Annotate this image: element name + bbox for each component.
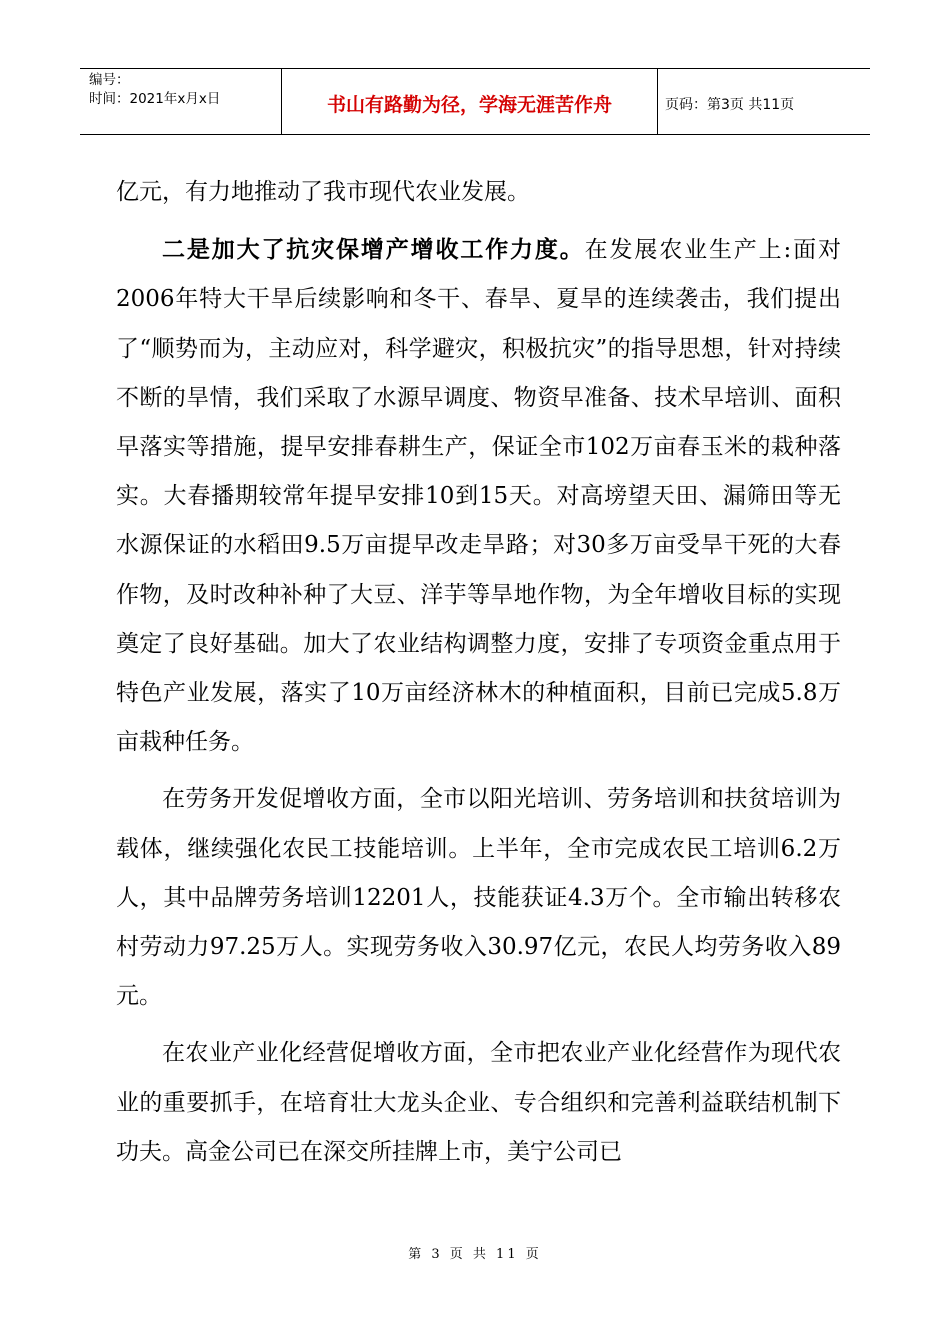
document-time-label: 时间：2021年x月x日 <box>89 91 221 107</box>
paragraph-heading: 二是加大了抗灾保增产增收工作力度。 <box>162 236 585 264</box>
header-motto: 书山有路勤为径，学海无涯苦作舟 <box>282 69 658 134</box>
paragraph-labor-services: 在劳务开发促增收方面，全市以阳光培训、劳务培训和扶贫培训为载体，继续强化农民工技能培训。上半年，全市完成农民工培训6.2万人，其中品牌劳务培训12201人，技能获证4.3万个。全市输出转移农村劳动力97.25万人。实现劳务收入30.97亿元，农民人均劳务收入89元。 <box>116 786 841 1010</box>
paragraph-continuation: 亿元，有力地推动了我市现代农业发展。 <box>116 179 530 205</box>
page-footer: 第 3 页 共 11 页 <box>408 1247 542 1262</box>
page-header <box>80 68 870 135</box>
document-number-label: 编号： <box>89 72 130 88</box>
paragraph-industrialization: 在农业产业化经营促增收方面，全市把农业产业化经营作为现代农业的重要抓手，在培育壮大龙头企业、专合组织和完善利益联结机制下功夫。高金公司已在深交所挂牌上市，美宁公司已 <box>116 1040 841 1165</box>
document-body <box>116 168 841 1177</box>
paragraph-text: 在发展农业生产上:面对2006年特大干旱后续影响和冬干、春旱、夏旱的连续袭击，我们提出了“顺势而为，主动应对，科学避灾，积极抗灾”的指导思想，针对持续不断的旱情，我们采取了水源早调度、物资早准备、技术早培训、面积早落实等措施，提早安排春耕生产，保证全市102万亩春玉米的栽种落实。大春播期较常年提早安排10到15天。对高塝望天田、漏筛田等无水源保证的水稻田9.5万亩提早改走旱路；对30多万亩受旱干死的大春作物，及时改种补种了大豆、洋芋等旱地作物，为全年增收目标的实现奠定了良好基础。加大了农业结构调整力度，安排了专项资金重点用于特色产业发展，落实了10万亩经济林木的种植面积，目前已完成5.8万亩栽种任务。 <box>116 237 842 756</box>
header-meta <box>80 69 282 134</box>
header-page-info: 页码：第3页 共11页 <box>665 96 795 113</box>
paragraph-disaster-relief <box>116 225 841 767</box>
